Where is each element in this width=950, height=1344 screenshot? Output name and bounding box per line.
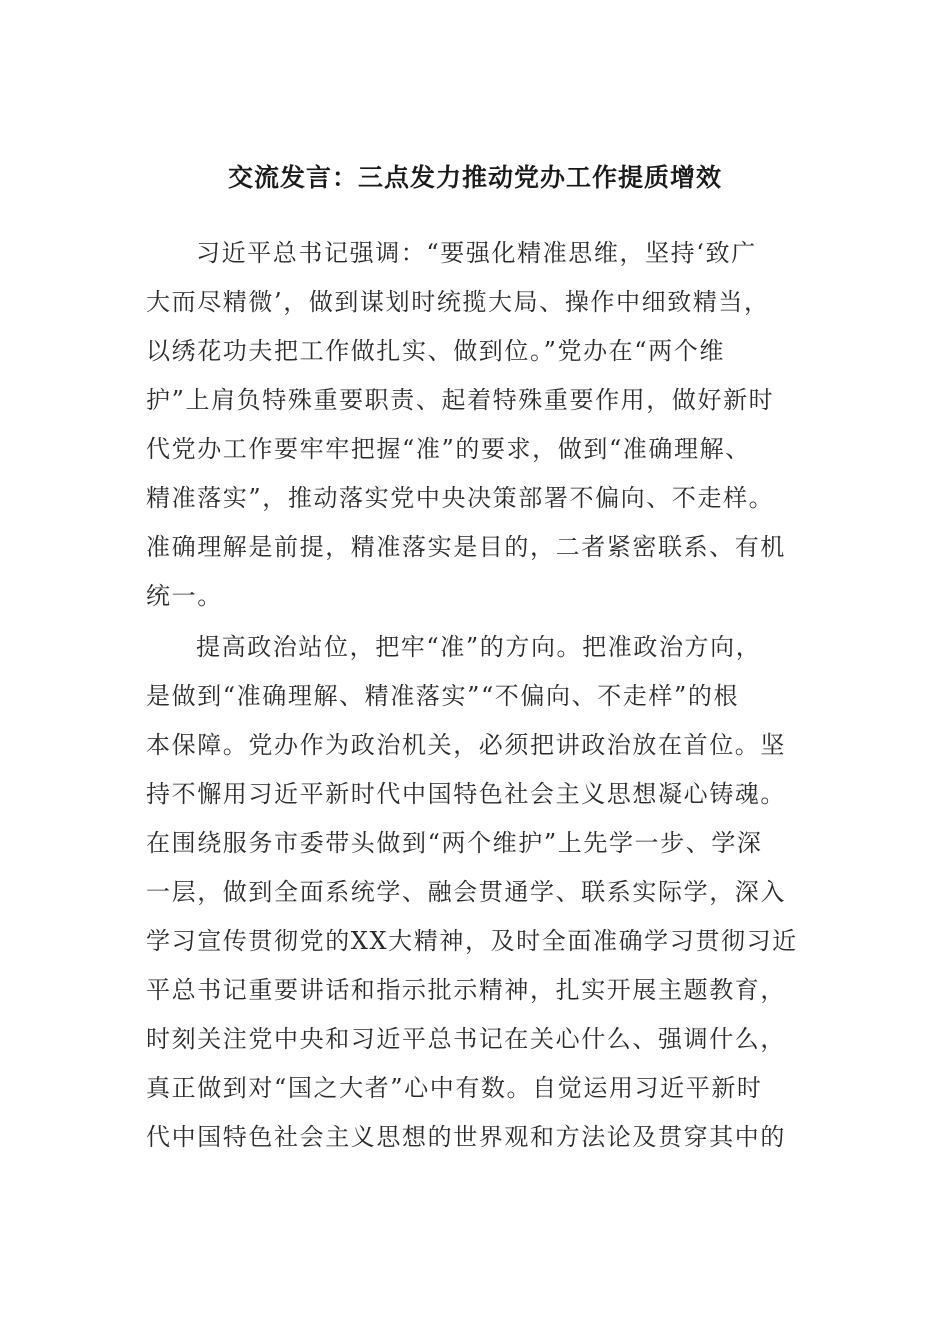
paragraph-line: 本保障。党办作为政治机关，必须把讲政治放在首位。坚 <box>146 731 786 759</box>
paragraph-line: 精准落实”，推动落实党中央决策部署不偏向、不走样。 <box>146 484 775 512</box>
paragraph-line: 持不懈用习近平新时代中国特色社会主义思想凝心铸魂。 <box>146 780 786 808</box>
paragraph-line: 代中国特色社会主义思想的世界观和方法论及贯穿其中的 <box>146 1123 786 1151</box>
paragraph-line: 护”上肩负特殊重要职责、起着特殊重要作用，做好新时 <box>146 386 775 414</box>
paragraph-line: 一层，做到全面系统学、融会贯通学、联系实际学，深入 <box>146 878 786 906</box>
paragraph-line: 统一。 <box>146 582 223 610</box>
paragraph-line: 平总书记重要讲话和指示批示精神，扎实开展主题教育， <box>146 976 786 1004</box>
paragraph-line: 时刻关注党中央和习近平总书记在关心什么、强调什么， <box>146 1025 786 1053</box>
paragraph-line: 准确理解是前提，精准落实是目的，二者紧密联系、有机 <box>146 533 786 561</box>
paragraph-line: 习近平总书记强调：“要强化精准思维，坚持‘致广 <box>196 239 757 267</box>
paragraph-line: 代党办工作要牢牢把握“准”的要求，做到“准确理解、 <box>146 435 751 463</box>
paragraph-line: 大而尽精微’，做到谋划时统揽大局、操作中细致精当， <box>146 288 770 316</box>
paragraph-line: 以绣花功夫把工作做扎实、做到位。”党办在“两个维 <box>146 337 725 365</box>
paragraph-line: 是做到“准确理解、精准落实”“不偏向、不走样”的根 <box>146 682 740 710</box>
paragraph-line: 真正做到对“国之大者”心中有数。自觉运用习近平新时 <box>146 1074 763 1102</box>
paragraph-line: 提高政治站位，把牢“准”的方向。把准政治方向， <box>196 633 762 661</box>
paragraph-line: 在围绕服务市委带头做到“两个维护”上先学一步、学深 <box>146 829 763 857</box>
paragraph-line: 学习宣传贯彻党的XX大精神，及时全面准确学习贯彻习近 <box>146 927 798 955</box>
document-title: 交流发言：三点发力推动党办工作提质增效 <box>227 163 722 192</box>
